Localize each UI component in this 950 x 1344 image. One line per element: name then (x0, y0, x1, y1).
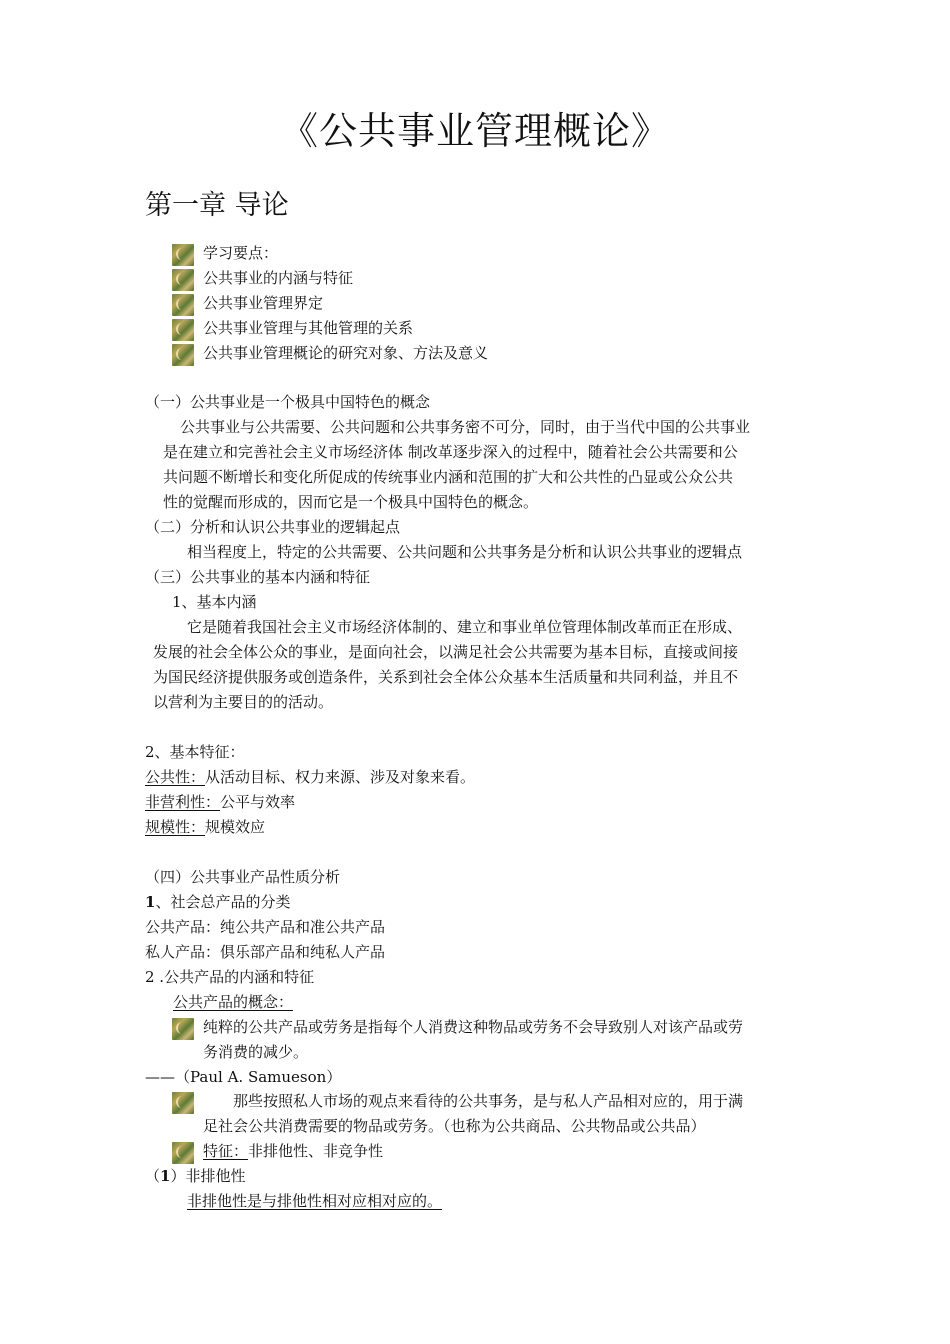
paragraph-line: 公共产品：纯公共产品和准公共产品 (145, 918, 386, 936)
paragraph-line: 公共事业与公共需要、公共问题和公共事务密不可分，同时，由于当代中国的公共事业 (180, 418, 751, 436)
paragraph-line: 发展的社会全体公众的事业，是面向社会，以满足社会公共需要为基本目标，直接或间接 (153, 643, 739, 661)
subheading-number: 1 (145, 893, 156, 911)
paren-open: （ (145, 1167, 161, 1185)
section-heading: （二）分析和认识公共事业的逻辑起点 (145, 518, 401, 536)
bullet-icon (172, 1018, 194, 1040)
subheading (145, 890, 290, 915)
feature-term: 非营利性： (145, 793, 221, 811)
paragraph-line: 私人产品：俱乐部产品和纯私人产品 (145, 943, 386, 961)
feature-desc: 从活动目标、权力来源、涉及对象来看。 (205, 768, 476, 786)
subheading: 1、基本内涵 (172, 593, 257, 611)
bullet-icon (172, 269, 194, 291)
feature-term: 特征： (203, 1142, 249, 1160)
chapter-heading: 第一章 导论 (145, 190, 289, 221)
key-point-item: 公共事业管理概论的研究对象、方法及意义 (203, 344, 489, 362)
bullet-icon (172, 294, 194, 316)
feature-term: 规模性： (145, 818, 206, 836)
key-points-heading: 学习要点： (203, 244, 279, 262)
paragraph-line: 那些按照私人市场的观点来看待的公共事务，是与私人产品相对应的，用于满 (233, 1092, 744, 1110)
feature-desc: 公平与效率 (220, 793, 296, 811)
feature-line (145, 790, 295, 815)
paragraph-line: 是在建立和完善社会主义市场经济体 制改革逐步深入的过程中，随着社会公共需要和公 (163, 443, 738, 461)
subheading: 2 .公共产品的内涵和特征 (145, 968, 315, 986)
subheading-number: 1 (160, 1167, 171, 1185)
paragraph-line: 以营利为主要目的的活动。 (153, 693, 334, 711)
subheading-text: 、社会总产品的分类 (155, 893, 291, 911)
feature-line (145, 765, 475, 790)
bullet-icon (172, 1092, 194, 1114)
subheading (145, 1164, 245, 1189)
bullet-icon (172, 344, 194, 366)
key-point-item: 公共事业管理与其他管理的关系 (203, 319, 414, 337)
bullet-icon (172, 319, 194, 341)
document-title: 《公共事业管理概论》 (279, 109, 670, 153)
paragraph-line: 性的觉醒而形成的，因而它是一个极具中国特色的概念。 (163, 493, 539, 511)
paragraph-line: 为国民经济提供服务或创造条件，关系到社会全体公众基本生活质量和共同利益，并且不 (153, 668, 739, 686)
section-heading: （四）公共事业产品性质分析 (145, 868, 341, 886)
paragraph-line: 务消费的减少。 (203, 1043, 309, 1061)
subheading: 2、基本特征： (145, 743, 245, 761)
feature-desc: 规模效应 (205, 818, 266, 836)
feature-desc: 非排他性、非竞争性 (248, 1142, 384, 1160)
paragraph-line: 非排他性是与排他性相对应相对应的。 (187, 1192, 443, 1210)
subheading-text: ）非排他性 (170, 1167, 246, 1185)
feature-line (145, 815, 265, 840)
bullet-icon (172, 1142, 194, 1164)
author-attribution: ——（Paul A. Samueson） (145, 1068, 342, 1086)
key-point-item: 公共事业管理界定 (203, 294, 324, 312)
section-heading: （三）公共事业的基本内涵和特征 (145, 568, 371, 586)
paragraph-line: 它是随着我国社会主义市场经济体制的、建立和事业单位管理体制改革而正在形成、 (187, 618, 743, 636)
paragraph-line: 相当程度上，特定的公共需要、公共问题和公共事务是分析和认识公共事业的逻辑点 (187, 543, 743, 561)
feature-line (203, 1139, 383, 1164)
bullet-icon (172, 244, 194, 266)
paragraph-line: 足社会公共消费需要的物品或劳务。（也称为公共商品、公共物品或公共品） (203, 1117, 706, 1135)
key-point-item: 公共事业的内涵与特征 (203, 269, 354, 287)
feature-term: 公共性： (145, 768, 206, 786)
section-heading: （一）公共事业是一个极具中国特色的概念 (145, 393, 431, 411)
paragraph-line: 共问题不断增长和变化所促成的传统事业内涵和范围的扩大和公共性的凸显或公众公共 (163, 468, 734, 486)
paragraph-line: 纯粹的公共产品或劳务是指每个人消费这种物品或劳务不会导致别人对该产品或劳 (203, 1018, 744, 1036)
concept-heading: 公共产品的概念： (173, 993, 294, 1011)
